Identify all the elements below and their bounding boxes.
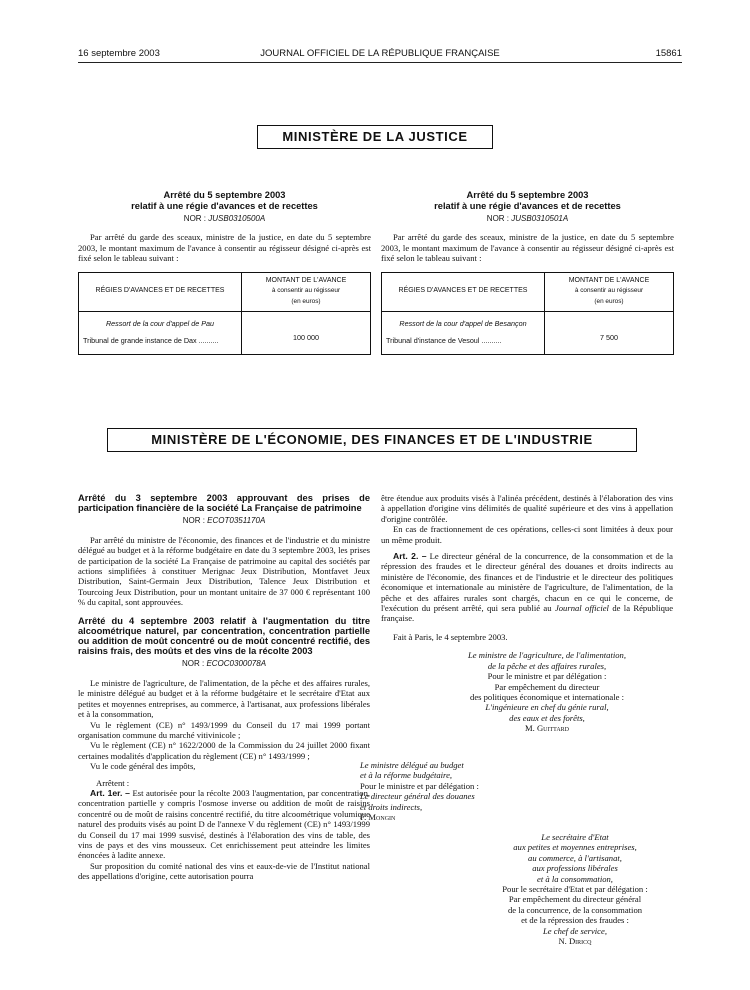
decree-body: Par arrêté du garde des sceaux, ministre de la justice, en date du 5 septembre 2003, le montant maximum de l'avance à consentir au régisseur désigné ci-après est fixé selon le tableau suivant : — [78, 232, 371, 264]
signature-line: et à la réforme budgétaire, — [360, 770, 453, 781]
article-2: Art. 2. – Le directeur général de la concurrence, de la consommation et de la répression des fraudes et le directeur général des douanes et droits indirects au ministère de l'économie, des finances et de l'industrie et le directeur des politiques économique et internationale au ministère de l'agriculture, de l'alimentation, de la pêche et des affaires rurales sont chargés, chacun en ce qui le concerne, de l'exécution du présent arrêté, qui sera publié au Journal officiel de la République française. — [381, 551, 674, 624]
signature-consommation — [470, 832, 680, 946]
table-cell-regie: Ressort de la cour d'appel de Pau Tribunal de grande instance de Dax .......... — [79, 311, 242, 354]
visa-paragraph: Le ministre de l'agriculture, de l'alimentation, de la pêche et des affaires rurales, le ministre délégué au budget et à la réforme budgétaire et le secrétaire d'Etat aux petites et moyennes entreprises, au commerce, à l'artisanat, aux professions libérales et à la consommation, — [78, 677, 370, 720]
signature-line: Par empêchement du directeur général — [508, 894, 642, 905]
header-page-number: 15861 — [655, 48, 682, 59]
regie-table — [78, 272, 371, 355]
header-rule — [78, 62, 682, 63]
decree-subtitle: relatif à une régie d'avances et de recettes — [131, 200, 318, 211]
fractionnement-paragraph: En cas de fractionnement de ces opérations, celles-ci sont limitées à deux pour un même produit. — [381, 524, 673, 545]
signature-line: Pour le ministre et par délégation : — [487, 671, 607, 682]
justice-decree-right — [381, 190, 674, 355]
article-1: Art. 1er. – Est autorisée pour la récolte 2003 l'augmentation, par concentration, concentration partielle y compris l'osmose inverse ou addition de moût de raisins concentré ou de moût de raisins concentré rectifié, du titre alcoométrique volumique naturel des produits visés au point D de l'annexe V du règlement (CE) n° 1493/1999 du Conseil du 17 mai 1999 susvisé, destinés à l'élaboration des vins de table, des vins de pays et des vins mousseux. Cet enrichissement peut atteindre les limites énoncées à ladite annexe. — [78, 787, 371, 861]
signature-line: au commerce, à l'artisanat, — [528, 852, 622, 863]
visa-paragraph: Vu le règlement (CE) n° 1493/1999 du Conseil du 17 mai 1999 portant organisation commune du marché vitivinicole ; — [78, 719, 370, 740]
decree-subtitle: relatif à une régie d'avances et de recettes — [434, 200, 621, 211]
decree-title: Arrêté du 5 septembre 2003 — [163, 190, 286, 200]
article-1-end: être étendue aux produits visés à l'alinéa précédent, destinés à l'élaboration des vins à appellation d'origine vins délimités de qualité supérieure et des vins à appellation d'origine contrôlée. — [381, 493, 673, 524]
table-header-montant: MONTANT DE L'AVANCE à consentir au régisseur (en euros) — [242, 272, 371, 311]
decree-title-participation: Arrêté du 3 septembre 2003 approuvant des prises de participation financière de la société La Française de patrimoine — [78, 493, 370, 514]
header-journal-title: JOURNAL OFFICIEL DE LA RÉPUBLIQUE FRANÇAISE — [260, 48, 500, 59]
ministry-justice-heading: MINISTÈRE DE LA JUSTICE — [257, 125, 493, 149]
decree-body: Par arrêté du ministre de l'économie, des finances et de l'industrie et du ministre délégué au budget et à la réforme budgétaire en date du 3 septembre 2003, les prises de participation de la société La Française de patrimoine au capital des sociétés par actions simplifiées à constituer Merignac Jeux Distribution, Montfavet Jeux Distribution, Saint-Germain Jeux Distribution, Talence Jeux Distribution et Tourcoing Jeux Distribution, pour un montant unitaire de 37 000 € représentant 100 % du capital, sont approuvées. — [78, 534, 370, 608]
signature-line: Le ministre de l'agriculture, de l'alimentation, — [468, 650, 626, 661]
signature-line: des politiques économique et internationale : — [470, 691, 624, 702]
signature-agriculture — [381, 650, 673, 733]
signature-line: Le chef de service, — [543, 925, 607, 936]
economie-right-column — [381, 493, 673, 734]
signature-line: Pour le ministre et par délégation : — [360, 780, 479, 791]
signature-line: Pour le secrétaire d'Etat et par délégation : — [502, 884, 648, 895]
table-header-regies: RÉGIES D'AVANCES ET DE RECETTES — [79, 272, 242, 311]
regie-table — [381, 272, 674, 355]
visa-paragraph: Vu le code général des impôts, — [90, 761, 196, 772]
table-header-montant: MONTANT DE L'AVANCE à consentir au régisseur (en euros) — [545, 272, 674, 311]
signature-line: L'ingénieure en chef du génie rural, — [485, 702, 609, 713]
visa-paragraph: Vu le règlement (CE) n° 1622/2000 de la Commission du 24 juillet 2000 fixant certaines modalités d'application du règlement (CE) n° 1493/1999 ; — [78, 740, 370, 761]
signature-line: des eaux et des forêts, — [509, 712, 585, 723]
ministry-economie-heading: MINISTÈRE DE L'ÉCONOMIE, DES FINANCES ET DE L'INDUSTRIE — [107, 428, 637, 452]
signature-budget — [360, 760, 500, 822]
fait-a-paris: Fait à Paris, le 4 septembre 2003. — [393, 631, 508, 642]
article-1-continued: Sur proposition du comité national des vins et eaux-de-vie de l'Institut national des appellations d'origine, cette autorisation pourra — [78, 860, 370, 882]
decree-body: Par arrêté du garde des sceaux, ministre de la justice, en date du 5 septembre 2003, le montant maximum de l'avance à consentir au régisseur désigné ci-après est fixé selon le tableau suivant : — [381, 232, 674, 264]
nor-reference: NOR : JUSB0310500A — [183, 214, 266, 223]
signature-line: aux petites et moyennes entreprises, — [513, 842, 637, 853]
signature-line: M. Guittard — [525, 723, 569, 734]
signature-line: aux professions libérales — [532, 863, 618, 874]
justice-decree-left — [78, 190, 371, 355]
arretent-label: Arrêtent : — [96, 777, 130, 788]
signature-line: de la pêche et des affaires rurales, — [487, 660, 607, 671]
decree-title-alcool: Arrêté du 4 septembre 2003 relatif à l'augmentation du titre alcoométrique naturel, par concentration, concentration partielle ou addition de moût concentré ou de moût concentré rectifié, des raisins frais, des moûts et des vins de la récolte 2003 — [78, 615, 370, 657]
nor-reference: NOR : ECOT0351170A — [182, 516, 266, 526]
table-cell-regie: Ressort de la cour d'appel de Besançon Tribunal d'instance de Vesoul .......... — [382, 311, 545, 354]
signature-line: Le ministre délégué au budget — [360, 760, 464, 770]
signature-line: Le secrétaire d'Etat — [541, 832, 609, 842]
signature-line: et droits indirects, — [360, 801, 423, 812]
table-cell-amount: 100 000 — [242, 311, 371, 354]
table-cell-amount: 7 500 — [545, 311, 674, 354]
signature-line: de la concurrence, de la consommation — [507, 904, 643, 915]
signature-line: Par empêchement du directeur — [494, 681, 600, 692]
decree-title: Arrêté du 5 septembre 2003 — [466, 190, 589, 200]
signature-line: F. Mongin — [360, 812, 396, 823]
signature-line: Le directeur général des douanes — [360, 791, 475, 802]
economie-left-column — [78, 493, 370, 882]
signature-line: N. Diricq — [558, 936, 592, 947]
nor-reference: NOR : ECOC0300078A — [181, 659, 267, 669]
table-header-regies: RÉGIES D'AVANCES ET DE RECETTES — [382, 272, 545, 311]
signature-line: et de la répression des fraudes : — [521, 915, 629, 926]
header-date: 16 septembre 2003 — [78, 48, 160, 59]
nor-reference: NOR : JUSB0310501A — [486, 214, 569, 223]
signature-line: et à la consommation, — [537, 873, 613, 884]
